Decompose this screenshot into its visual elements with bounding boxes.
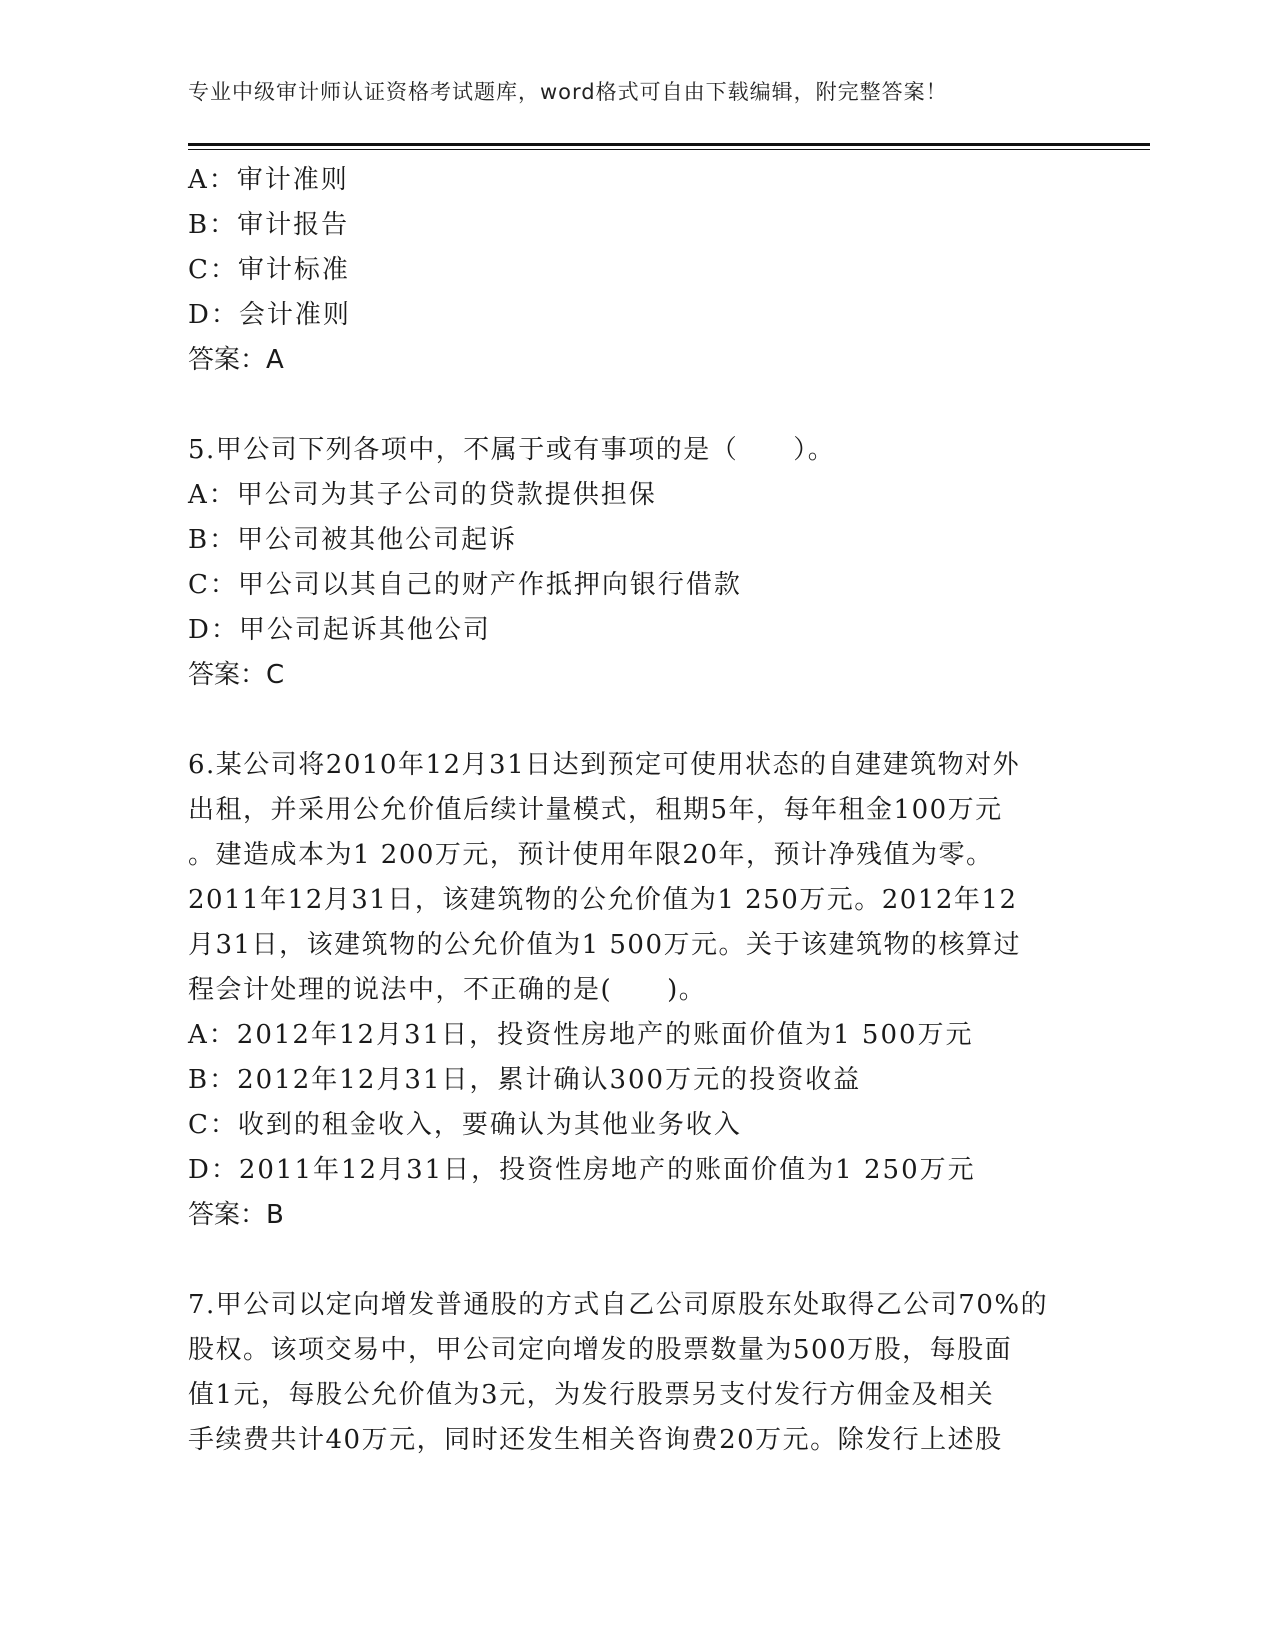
option-a: A：审计准则 [188,165,349,195]
answer-line: 答案：C [188,660,285,690]
answer-line: 答案：B [188,1200,284,1230]
answer-line: 答案：A [188,345,284,375]
stem-line: 2011年12月31日，该建筑物的公允价值为1 250万元。2012年12 [188,885,1018,915]
option-b: B：甲公司被其他公司起诉 [188,525,518,555]
question-4-tail [188,158,1088,383]
stem-line: 。建造成本为1 200万元，预计使用年限20年，预计净残值为零。 [188,840,994,870]
question-6 [188,743,1088,1238]
question-stem [188,1283,1088,1463]
option-c: C：收到的租金收入，要确认为其他业务收入 [188,1110,742,1140]
option-b: B：2012年12月31日，累计确认300万元的投资收益 [188,1065,862,1095]
question-content [188,158,1088,1508]
question-stem [188,428,1088,473]
stem-line: 6.某公司将2010年12月31日达到预定可使用状态的自建建筑物对外 [188,750,1021,780]
stem-line: 月31日，该建筑物的公允价值为1 500万元。关于该建筑物的核算过 [188,930,1022,960]
stem-line: 5.甲公司下列各项中，不属于或有事项的是（ ）。 [188,435,836,465]
option-a: A：2012年12月31日，投资性房地产的账面价值为1 500万元 [188,1020,974,1050]
option-d: D：甲公司起诉其他公司 [188,615,491,645]
question-7 [188,1283,1088,1463]
stem-line: 出租，并采用公允价值后续计量模式，租期5年，每年租金100万元 [188,795,1003,825]
stem-line: 股权。该项交易中，甲公司定向增发的股票数量为500万股，每股面 [188,1335,1013,1365]
page-header: 专业中级审计师认证资格考试题库，word格式可自由下载编辑，附完整答案！ [188,80,948,104]
option-a: A：甲公司为其子公司的贷款提供担保 [188,480,657,510]
option-d: D：会计准则 [188,300,351,330]
stem-line: 7.甲公司以定向增发普通股的方式自乙公司原股东处取得乙公司70%的 [188,1290,1049,1320]
option-c: C：审计标准 [188,255,350,285]
stem-line: 程会计处理的说法中，不正确的是( )。 [188,975,707,1005]
stem-line: 手续费共计40万元，同时还发生相关咨询费20万元。除发行上述股 [188,1425,1003,1455]
header-rule-thick [188,143,1150,146]
option-c: C：甲公司以其自己的财产作抵押向银行借款 [188,570,742,600]
option-d: D：2011年12月31日，投资性房地产的账面价值为1 250万元 [188,1155,976,1185]
option-b: B：审计报告 [188,210,350,240]
question-5 [188,428,1088,698]
stem-line: 值1元，每股公允价值为3元，为发行股票另支付发行方佣金及相关 [188,1380,995,1410]
header-rule-thin [188,149,1150,150]
question-stem [188,743,1088,1013]
